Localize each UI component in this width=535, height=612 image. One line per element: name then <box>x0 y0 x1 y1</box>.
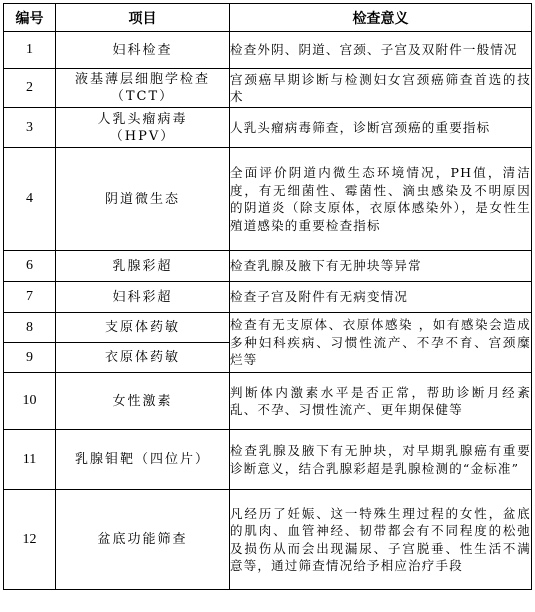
row-number: 1 <box>4 32 56 69</box>
table-row <box>4 490 532 590</box>
row-number: 8 <box>4 313 56 343</box>
row-meaning: 全面评价阴道内微生态环境情况，PH值，清洁度，有无细菌性、霉菌性、滴虫感染及不明原因的阴道炎（除支原体，衣原体感染外），是女性生殖道感染的重要检查指标 <box>230 148 532 251</box>
row-meaning: 检查乳腺及腋下有无肿块等异常 <box>230 251 532 282</box>
row-meaning: 凡经历了妊娠、这一特殊生理过程的女性，盆底的肌肉、血管神经、韧带都会有不同程度的松弛及损伤从而会出现漏尿、子宫脱垂、性生活不满意等，通过筛查情况给予相应治疗手段 <box>230 490 532 590</box>
row-number: 11 <box>4 430 56 490</box>
row-item-name: 人乳头瘤病毒 <box>97 111 188 127</box>
exam-table <box>3 3 532 590</box>
row-meaning: 检查子宫及附件有无病变情况 <box>230 282 532 313</box>
row-item: 乳腺钼靶（四位片） <box>56 430 230 490</box>
table-row <box>4 69 532 108</box>
row-meaning: 人乳头瘤病毒筛查，诊断宫颈癌的重要指标 <box>230 108 532 148</box>
row-number: 10 <box>4 373 56 430</box>
table-row <box>4 430 532 490</box>
table-row <box>4 108 532 148</box>
table-row <box>4 251 532 282</box>
row-number: 2 <box>4 69 56 108</box>
table-row <box>4 373 532 430</box>
table-row <box>4 313 532 343</box>
row-item <box>56 108 230 148</box>
row-number: 3 <box>4 108 56 148</box>
row-meaning: 判断体内激素水平是否正常，帮助诊断月经紊乱、不孕、习惯性流产、更年期保健等 <box>230 373 532 430</box>
row-item: 妇科彩超 <box>56 282 230 313</box>
row-item <box>56 69 230 108</box>
header-no: 编号 <box>4 4 56 32</box>
row-item: 支原体药敏 <box>56 313 230 343</box>
row-meaning: 检查外阴、阴道、宫颈、子宫及双附件一般情况 <box>230 32 532 69</box>
row-item: 乳腺彩超 <box>56 251 230 282</box>
row-item: 阴道微生态 <box>56 148 230 251</box>
row-item: 女性激素 <box>56 373 230 430</box>
row-item-name: 液基薄层细胞学检查 <box>74 72 210 87</box>
row-number: 12 <box>4 490 56 590</box>
table-row <box>4 148 532 251</box>
row-item: 妇科检查 <box>56 32 230 69</box>
row-meaning: 检查乳腺及腋下有无肿块，对早期乳腺癌有重要诊断意义，结合乳腺彩超是乳腺检测的“金标准” <box>230 430 532 490</box>
row-item: 衣原体药敏 <box>56 343 230 373</box>
row-number: 7 <box>4 282 56 313</box>
row-item: 盆底功能筛查 <box>56 490 230 590</box>
row-number: 9 <box>4 343 56 373</box>
table-row <box>4 282 532 313</box>
row-number: 4 <box>4 148 56 251</box>
row-item-abbr: （TCT） <box>110 89 175 104</box>
row-meaning: 检查有无支原体、衣原体感染 ，如有感染会造成多种妇科疾病、习惯性流产、不孕不育、宫颈糜烂等 <box>230 313 532 373</box>
row-meaning: 宫颈癌早期诊断与检测妇女宫颈癌筛查首选的技术 <box>230 69 532 108</box>
row-item-abbr: （HPV） <box>109 128 176 144</box>
header-row <box>4 4 532 32</box>
header-item: 项目 <box>56 4 230 32</box>
header-meaning: 检查意义 <box>230 4 532 32</box>
row-number: 6 <box>4 251 56 282</box>
table-row <box>4 32 532 69</box>
